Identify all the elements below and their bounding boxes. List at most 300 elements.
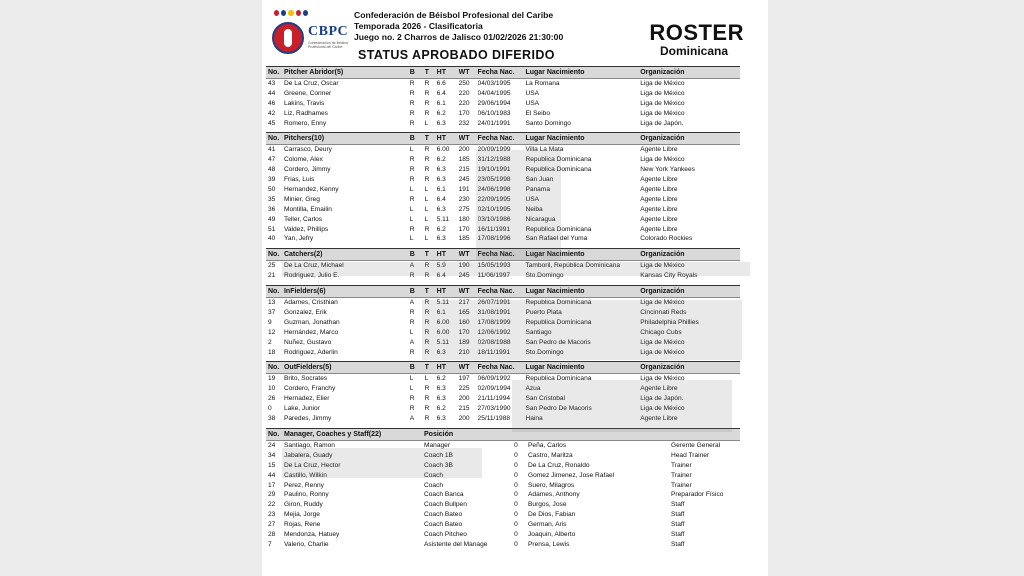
cell: La Romana: [525, 80, 560, 87]
player-row: [266, 338, 740, 348]
cell: Staff: [671, 501, 685, 509]
cell: 19/10/1991: [477, 166, 511, 174]
cell: 28: [268, 530, 276, 538]
baseball-player-icon: [272, 22, 304, 54]
cell: 12/06/1992: [477, 328, 511, 336]
cell: L: [409, 235, 414, 243]
cell: R: [424, 385, 430, 393]
cell: 215: [458, 405, 470, 413]
cell: R: [424, 262, 430, 270]
cell: 165: [458, 309, 470, 317]
cell: Peña, Carlos: [528, 441, 567, 449]
cell: Montilla, Emailin: [283, 205, 332, 213]
cell: 0: [514, 441, 518, 449]
column-header: HT: [436, 69, 446, 76]
cell: Trainer: [671, 481, 692, 489]
column-header: B: [409, 364, 415, 372]
cell: 9: [268, 318, 272, 326]
cell: 185: [458, 235, 470, 243]
player-row: [266, 328, 740, 338]
cell: A: [409, 299, 415, 307]
cell: Republica Dominicana: [525, 375, 592, 383]
cell: R: [424, 309, 430, 317]
cell: 02/08/1988: [477, 338, 511, 346]
cell: Suero, Milagros: [528, 481, 575, 489]
cell: Paulino, Ronny: [284, 491, 329, 499]
cell: R: [409, 395, 415, 403]
cell: 45: [268, 119, 276, 127]
cell: Joaquin, Alberto: [528, 530, 576, 538]
cell: Trainer: [671, 461, 692, 469]
cell: Coach 3B: [424, 461, 453, 469]
cell: Coach Bateo: [424, 521, 463, 529]
cell: Agente Libre: [640, 205, 678, 213]
cell: Haina: [525, 415, 543, 423]
cell: San Pedro De Macoris: [525, 405, 592, 413]
cell: 21: [268, 272, 276, 280]
cell: 25: [268, 262, 276, 270]
cell: 6.2: [436, 375, 446, 383]
cell: R: [424, 146, 430, 154]
cell: 6.1: [436, 186, 446, 194]
position-header: Posición: [424, 430, 454, 438]
cell: 38: [268, 415, 276, 423]
cell: Brito, Socrates: [283, 375, 328, 383]
player-row: [266, 348, 740, 358]
cell: Coach Banca: [424, 491, 464, 499]
cell: 18/11/1991: [477, 348, 511, 356]
player-row: [266, 99, 740, 109]
cell: 04/03/1995: [477, 80, 511, 87]
cell: 41: [268, 146, 276, 154]
cell: Staff: [671, 521, 685, 529]
column-header: HT: [436, 288, 446, 296]
cell: Castillo, Wilkin: [284, 471, 327, 479]
cell: 245: [458, 176, 470, 184]
staff-row: [266, 520, 740, 530]
cell: Lake, Junior: [283, 405, 320, 413]
cell: Jabalera, Guady: [284, 451, 333, 459]
cell: Agente Libre: [640, 195, 678, 203]
cell: L: [409, 328, 414, 336]
column-header: HT: [436, 364, 446, 372]
cell: Liga de Japón.: [640, 119, 684, 127]
column-header: B: [409, 288, 415, 296]
cell: 6.3: [436, 205, 446, 213]
cell: L: [409, 146, 414, 154]
team-name: Dominicana: [659, 44, 728, 58]
cell: R: [424, 328, 430, 336]
cell: 5.9: [436, 262, 446, 270]
cell: R: [424, 299, 430, 307]
section-title: OutFielders(5): [283, 364, 332, 372]
cell: 5.11: [436, 299, 449, 307]
player-row: [266, 414, 740, 424]
cell: 6.3: [436, 166, 446, 174]
cell: Liga de México: [640, 99, 685, 107]
cell: 185: [458, 156, 470, 164]
cell: R: [424, 166, 430, 174]
cell: R: [424, 405, 430, 413]
column-no: No.: [268, 251, 280, 259]
cell: R: [409, 156, 415, 164]
cell: Republica Dominicana: [525, 318, 592, 326]
cell: Teller, Carlos: [283, 215, 323, 223]
cell: 6.1: [436, 99, 446, 107]
logo-subtext: Confederación de Béisbol Profesional del Caribe: [308, 41, 349, 49]
cell: Sto.Domingo: [525, 348, 564, 356]
cell: 15/05/1993: [477, 262, 511, 270]
section-title: InFielders(6): [283, 288, 326, 296]
cell: Liz, Radhames: [283, 109, 328, 117]
staff-row: [266, 461, 740, 471]
cell: Agente Libre: [640, 186, 678, 194]
section-title: Pitchers(10): [283, 135, 325, 143]
column-header: Fecha Nac.: [477, 69, 515, 76]
cell: Carrasco, Deury: [283, 146, 332, 154]
cell: Sto.Domingo: [525, 272, 564, 280]
cell: 29/06/1994: [477, 99, 511, 107]
cell: 02/09/1994: [477, 385, 511, 393]
cell: 0: [268, 405, 272, 413]
cell: Perez, Renny: [284, 481, 324, 489]
cell: 44: [268, 471, 276, 479]
cell: Chicago Cubs: [640, 328, 682, 336]
staff-row: [266, 540, 740, 550]
section-title: Pitcher Abridor(5): [283, 69, 344, 76]
cell: Cordero, Franchy: [283, 385, 336, 393]
cell: 06/09/1992: [477, 375, 511, 383]
cell: L: [424, 119, 429, 127]
cell: Agente Libre: [640, 225, 678, 233]
cell: Santiago: [525, 328, 552, 336]
cell: Tamboril, República Dominicana: [525, 262, 621, 270]
column-header: WT: [458, 251, 470, 259]
cell: 6.6: [436, 80, 446, 87]
cell: Greene, Conner: [283, 89, 332, 97]
cell: R: [409, 99, 415, 107]
cell: Burgos, Jose: [528, 501, 567, 509]
cell: Philadelphia Phillies: [640, 318, 699, 326]
cell: Adames, Cristhian: [283, 299, 338, 307]
cell: 37: [268, 309, 276, 317]
column-header: Organización: [640, 288, 685, 296]
cell: Neiba: [525, 205, 543, 213]
cell: 245: [458, 272, 470, 280]
cell: Liga de Japón.: [640, 395, 684, 403]
cell: L: [424, 215, 429, 223]
cell: 17/08/1999: [477, 318, 511, 326]
cell: L: [424, 195, 429, 203]
cell: Hernandez, Kenny: [283, 186, 339, 194]
cell: 03/10/1986: [477, 215, 511, 223]
cell: San Rafael del Yuma: [525, 235, 588, 243]
cell: 26/07/1991: [477, 299, 511, 307]
staff-row: [266, 490, 740, 500]
cell: R: [424, 395, 430, 403]
cell: L: [409, 205, 414, 213]
cell: R: [409, 176, 415, 184]
staff-row: [266, 510, 740, 520]
cell: 24/06/1998: [477, 186, 511, 194]
cell: 16/11/1991: [477, 225, 511, 233]
cell: Republica Dominicana: [525, 299, 592, 307]
cell: 275: [458, 205, 470, 213]
cell: Prensa, Lewis: [528, 540, 570, 548]
column-header: T: [424, 364, 429, 372]
cell: 51: [268, 225, 276, 233]
cell: R: [424, 109, 430, 117]
cell: Coach 1B: [424, 451, 453, 459]
cell: R: [409, 89, 415, 97]
cell: 6.4: [436, 272, 446, 280]
cell: L: [424, 186, 429, 194]
cell: 250: [458, 80, 470, 87]
cell: 2: [268, 338, 272, 346]
column-header: Lugar Nacimiento: [525, 288, 585, 296]
column-header: T: [424, 69, 429, 76]
cell: 50: [268, 186, 276, 194]
cell: 189: [458, 338, 470, 346]
cell: R: [424, 348, 430, 356]
cell: R: [424, 176, 430, 184]
cell: 6.3: [436, 415, 446, 423]
column-no: No.: [268, 135, 280, 143]
cell: Coach Bullpen: [424, 501, 467, 509]
column-header: T: [424, 135, 429, 143]
player-row: [266, 155, 740, 165]
cell: Frias, Luis: [283, 176, 315, 184]
cell: 11/06/1997: [477, 272, 511, 280]
cell: 0: [514, 511, 518, 519]
player-row: [266, 374, 740, 384]
cell: 40: [268, 235, 276, 243]
cell: 49: [268, 215, 276, 223]
cell: Agente Libre: [640, 146, 678, 154]
cell: R: [409, 309, 415, 317]
cell: R: [409, 109, 415, 117]
document-header: [354, 10, 563, 43]
cell: De La Cruz, Michael: [283, 262, 344, 270]
cell: 215: [458, 166, 470, 174]
cell: Guzman, Jonathan: [283, 318, 340, 326]
column-header: Fecha Nac.: [477, 364, 515, 372]
cell: Colome, Alex: [283, 156, 323, 164]
column-no: No.: [268, 430, 280, 438]
cell: 0: [514, 451, 518, 459]
cell: 6.3: [436, 348, 446, 356]
cell: 6.3: [436, 235, 446, 243]
cell: 217: [458, 299, 470, 307]
column-header: Fecha Nac.: [477, 251, 515, 259]
roster-document: [262, 0, 768, 576]
roster-tables: [266, 66, 740, 550]
cell: 170: [458, 225, 470, 233]
cell: 6.3: [436, 176, 446, 184]
cell: R: [409, 80, 415, 87]
confederation-title: Confederación de Béisbol Profesional del Caribe: [354, 10, 554, 20]
cell: 39: [268, 176, 276, 184]
cell: Staff: [671, 530, 685, 538]
cell: Liga de México: [640, 80, 685, 87]
cell: San Juan: [525, 176, 554, 184]
cell: 19: [268, 375, 276, 383]
cell: 48: [268, 166, 276, 174]
cell: 232: [458, 119, 470, 127]
cell: Republica Dominicana: [525, 156, 592, 164]
cell: 6.1: [436, 309, 446, 317]
cell: 170: [458, 328, 470, 336]
cell: 29: [268, 491, 276, 499]
column-header: B: [409, 69, 415, 76]
cell: R: [424, 99, 430, 107]
player-row: [266, 109, 740, 119]
column-header: Organización: [640, 364, 685, 372]
status-label: STATUS APROBADO DIFERIDO: [358, 48, 555, 62]
cell: Coach: [424, 471, 444, 479]
cell: 0: [514, 491, 518, 499]
cell: Adames, Anthony: [528, 491, 580, 499]
cell: 21/11/1994: [477, 395, 511, 403]
cell: Rodriguez, Aderlin: [283, 348, 338, 356]
cell: 200: [458, 395, 470, 403]
cell: R: [424, 272, 430, 280]
column-header: Fecha Nac.: [477, 135, 515, 143]
cell: Valerio, Charlie: [284, 540, 329, 548]
cell: 12: [268, 328, 276, 336]
cell: 197: [458, 375, 470, 383]
cell: R: [409, 348, 415, 356]
cell: Giron, Ruddy: [284, 501, 323, 509]
cell: 17: [268, 481, 276, 489]
cell: 15: [268, 461, 276, 469]
column-header: Lugar Nacimiento: [525, 251, 585, 259]
cell: R: [409, 318, 415, 326]
cell: Gonzalez, Erik: [283, 309, 327, 317]
section-header: [266, 132, 740, 145]
player-row: [266, 195, 740, 205]
cell: Agente Libre: [640, 385, 678, 393]
cell: El Seibo: [525, 109, 551, 117]
cell: Nuñez, Gustavo: [283, 338, 332, 346]
cell: Republica Dominicana: [525, 166, 592, 174]
cell: 180: [458, 215, 470, 223]
cell: A: [409, 415, 415, 423]
cell: 200: [458, 415, 470, 423]
cell: Rodriguez, Julio E.: [283, 272, 340, 280]
cell: Coach Bateo: [424, 511, 463, 519]
cell: 5.11: [436, 338, 449, 346]
cell: 0: [514, 461, 518, 469]
cell: Coach: [424, 481, 444, 489]
cell: 06/10/1983: [477, 109, 511, 117]
cell: De La Cruz, Hector: [284, 461, 341, 469]
cell: R: [424, 338, 430, 346]
cell: Yan, Jefry: [283, 235, 314, 243]
cell: Staff: [671, 511, 685, 519]
cell: 22/09/1995: [477, 195, 511, 203]
cell: Paredes, Jimmy: [283, 415, 332, 423]
roster-title: ROSTER: [649, 20, 744, 45]
cell: R: [409, 166, 415, 174]
cell: 6.2: [436, 405, 446, 413]
logo-text: CBPC: [308, 24, 349, 39]
cell: 43: [268, 80, 276, 87]
cell: 6.00: [436, 146, 450, 154]
cell: Staff: [671, 540, 685, 548]
column-header: B: [409, 135, 415, 143]
cell: 6.3: [436, 395, 446, 403]
cell: 6.3: [436, 119, 446, 127]
cell: De La Cruz, Oscar: [283, 80, 339, 87]
cell: 31/08/1991: [477, 309, 511, 317]
cell: Colorado Rockies: [640, 235, 693, 243]
cell: L: [424, 235, 429, 243]
cell: L: [409, 385, 414, 393]
cell: Villa La Mata: [525, 146, 564, 154]
season-title: Temporada 2026 - Clasificatoria: [354, 21, 483, 31]
column-header: T: [424, 251, 429, 259]
cell: 200: [458, 146, 470, 154]
column-header: WT: [458, 364, 470, 372]
column-header: WT: [458, 69, 470, 76]
cell: 27/03/1990: [477, 405, 511, 413]
section-header: [266, 361, 740, 374]
player-row: [266, 89, 740, 99]
player-row: [266, 79, 740, 89]
cell: 04/04/1995: [477, 89, 511, 97]
staff-row: [266, 500, 740, 510]
cell: Asistente del Manage: [424, 540, 488, 548]
cell: 220: [458, 89, 470, 97]
column-header: Fecha Nac.: [477, 288, 515, 296]
cell: Liga de México: [640, 338, 685, 346]
cell: 6.4: [436, 89, 446, 97]
cell: San Cristobal: [525, 395, 566, 403]
cell: R: [409, 119, 415, 127]
section-header: [266, 66, 740, 79]
staff-row: [266, 451, 740, 461]
cell: Mendonza, Hatuey: [284, 530, 340, 538]
column-header: Organización: [640, 135, 685, 143]
cell: 6.4: [436, 195, 446, 203]
player-row: [266, 271, 740, 281]
cell: L: [409, 186, 414, 194]
column-header: Lugar Nacimiento: [525, 69, 585, 76]
cell: Puerto Plata: [525, 309, 562, 317]
staff-row: [266, 530, 740, 540]
player-row: [266, 308, 740, 318]
cell: 44: [268, 89, 276, 97]
staff-row: [266, 481, 740, 491]
cell: 191: [458, 186, 470, 194]
player-row: [266, 185, 740, 195]
column-no: No.: [268, 69, 280, 76]
cell: 6.00: [436, 318, 450, 326]
column-header: Lugar Nacimiento: [525, 364, 585, 372]
cell: 18: [268, 348, 276, 356]
cell: Nicaragua: [525, 215, 556, 223]
cell: 0: [514, 471, 518, 479]
cell: USA: [525, 99, 540, 107]
staff-section-header: [266, 428, 740, 441]
cell: Gomez Jimenez, Jose Rafael: [528, 471, 615, 479]
cell: 225: [458, 385, 470, 393]
cell: R: [424, 89, 430, 97]
cell: 0: [514, 530, 518, 538]
cell: Agente Libre: [640, 415, 678, 423]
cell: L: [424, 375, 429, 383]
